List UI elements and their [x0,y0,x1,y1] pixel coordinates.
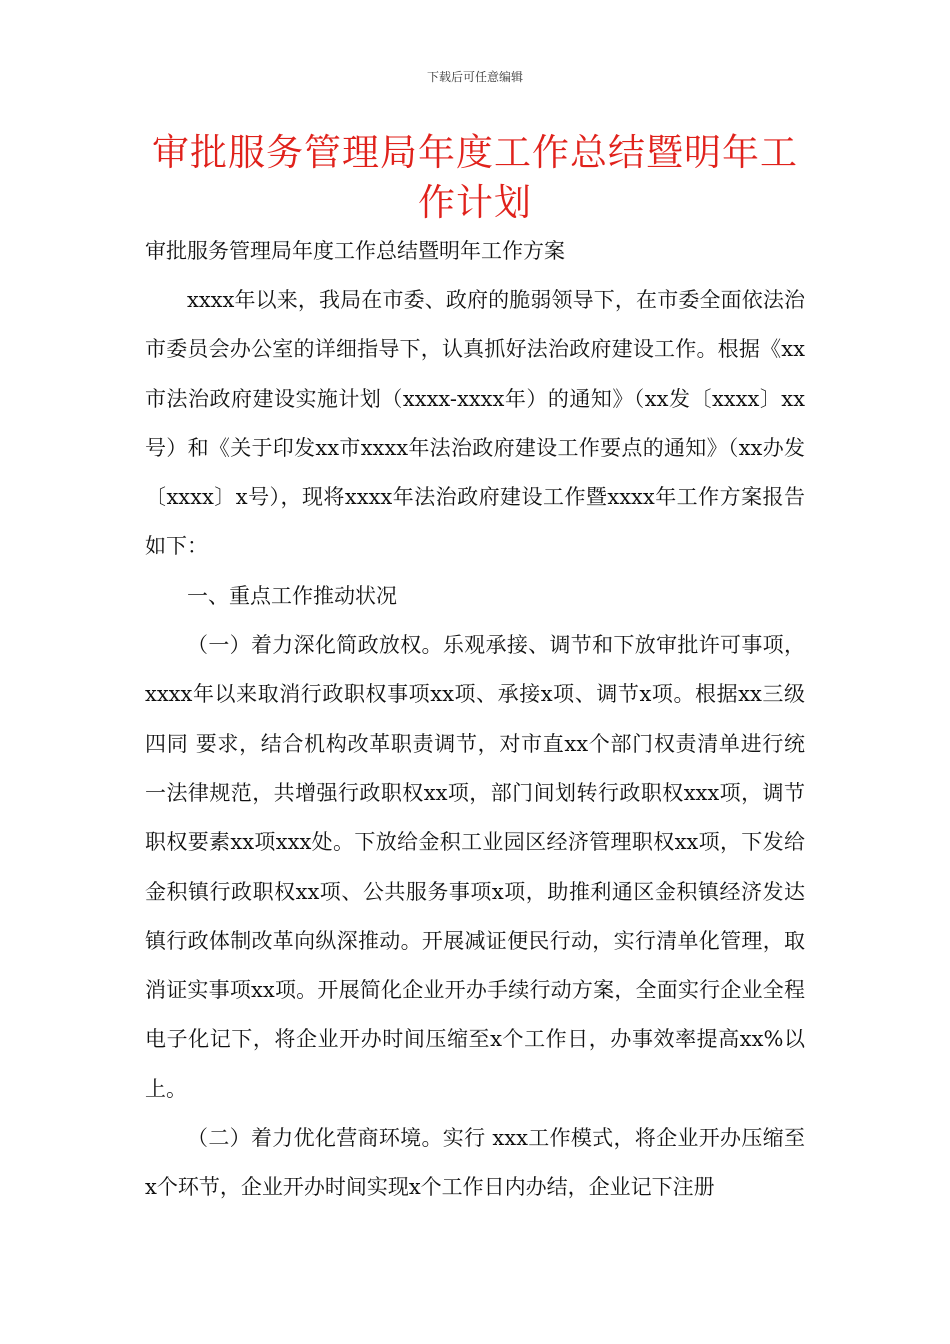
paragraph-section-2: （二）着力优化营商环境。实行 xxx工作模式，将企业开办压缩至x个环节，企业开办时间实现x个工作日内办结，企业记下注册 [145,1126,805,1200]
paragraph-intro: xxxx年以来，我局在市委、政府的脆弱领导下，在市委全面依法治市委员会办公室的详细指导下，认真抓好法治政府建设工作。根据《xx市法治政府建设实施计划（xxxx-xxxx年）的通知》（xx发〔xxxx〕xx号）和《关于印发xx市xxxx年法治政府建设工作要点的通知》（xx办发〔xxxx〕x号），现将xxxx年法治政府建设工作暨xxxx年工作方案报告如下： [145,288,805,559]
document-title: 审批服务管理局年度工作总结暨明年工作计划 [152,131,798,224]
header-note: 下载后可任意编辑 [426,70,523,84]
paragraph-section-1: （一）着力深化简政放权。乐观承接、调节和下放审批许可事项，xxxx年以来取消行政职权事项xx项、承接x项、调节x项。根据xx三级四同 要求，结合机构改革职责调节，对市直xx个部门权责清单进行统一法律规范，共增强行政职权xx项，部门间划转行政职权xxx项，调节职权要素xx项xxx处。下放给金积工业园区经济管理职权xx项，下发给金积镇行政职权xx项、公共服务事项x项，助推利通区金积镇经济发达镇行政体制改革向纵深推动。开展减证便民行动，实行清单化管理，取消证实事项xx项。开展简化企业开办手续行动方案，全面实行企业全程电子化记下，将企业开办时间压缩至x个工作日，办事效率提高xx%以上。 [145,633,805,1101]
section-heading: 一、重点工作推动状况 [187,583,397,608]
document-subtitle: 审批服务管理局年度工作总结暨明年工作方案 [145,239,565,263]
document-body [145,276,805,1213]
